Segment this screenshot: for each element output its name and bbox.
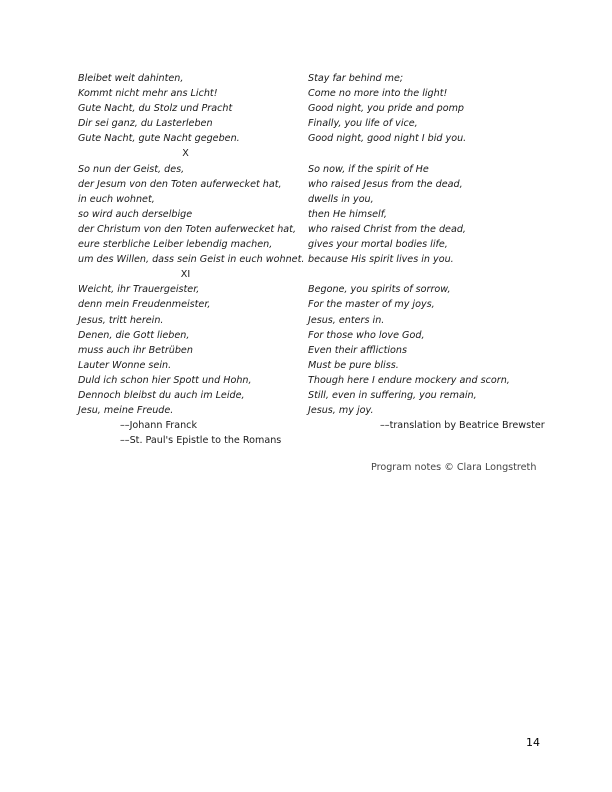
english-line: Still, even in suffering, you remain, [308,389,477,401]
german-text-column [78,71,305,448]
german-line: Denen, die Gott lieben, [78,329,190,341]
english-line: then He himself, [308,208,387,220]
german-line: Gute Nacht, gute Nacht gegeben. [78,133,240,145]
page-number: 14 [526,736,540,749]
english-translation-column [308,71,558,433]
english-line: Begone, you spirits of sorrow, [308,284,451,296]
stanza-spacer [308,267,558,282]
english-line: Good night, you pride and pomp [308,103,465,115]
german-line: Jesu, meine Freude. [78,405,174,417]
german-line: muss auch ihr Betrüben [78,344,193,356]
german-line: Dennoch bleibst du auch im Leide, [78,389,245,401]
movement-numeral-x: X [182,148,189,160]
scripture-credit: ––St. Paul's Epistle to the Romans [120,435,282,447]
english-line: Must be pure bliss. [308,359,399,371]
english-line: For those who love God, [308,329,425,341]
german-line: So nun der Geist, des, [78,163,185,175]
german-line: der Christum von den Toten auferwecket hat, [78,223,296,235]
german-line: Weicht, ihr Trauergeister, [78,284,200,296]
english-line: because His spirit lives in you. [308,254,454,266]
english-line: who raised Christ from the dead, [308,223,466,235]
german-line: in euch wohnet, [78,193,155,205]
poet-credit: ––Johann Franck [120,420,198,432]
german-line: Kommt nicht mehr ans Licht! [78,88,218,100]
english-line: Stay far behind me; [308,73,404,84]
german-line: Gute Nacht, du Stolz und Pracht [78,103,233,115]
movement-numeral-xi: XI [180,269,191,281]
german-line: Lauter Wonne sein. [78,359,172,371]
german-line: Dir sei ganz, du Lasterleben [78,118,213,130]
english-line: Jesus, my joy. [308,405,374,417]
english-line: Though here I endure mockery and scorn, [308,374,510,386]
english-line: Even their afflictions [308,344,407,356]
stanza-spacer [308,146,558,161]
german-line: denn mein Freudenmeister, [78,299,211,311]
german-line: der Jesum von den Toten auferwecket hat, [78,178,282,190]
program-notes-credit: Program notes © Clara Longstreth [371,462,537,473]
german-line: so wird auch derselbige [78,208,193,220]
english-line: Good night, good night I bid you. [308,133,467,145]
english-line: gives your mortal bodies life, [308,239,448,251]
english-line: So now, if the spirit of He [308,163,429,175]
german-line: Bleibet weit dahinten, [78,73,184,84]
german-line: um des Willen, dass sein Geist in euch wohnet. [78,254,305,266]
german-line: Jesus, tritt herein. [78,314,164,326]
english-line: Come no more into the light! [308,88,448,100]
english-line: Jesus, enters in. [308,314,385,326]
german-line: eure sterbliche Leiber lebendig machen, [78,239,273,251]
german-line: Duld ich schon hier Spott und Hohn, [78,374,252,386]
english-line: dwells in you, [308,193,374,205]
english-line: who raised Jesus from the dead, [308,178,463,190]
english-line: For the master of my joys, [308,299,435,311]
translator-credit: ––translation by Beatrice Brewster [380,420,545,432]
english-line: Finally, you life of vice, [308,118,418,130]
